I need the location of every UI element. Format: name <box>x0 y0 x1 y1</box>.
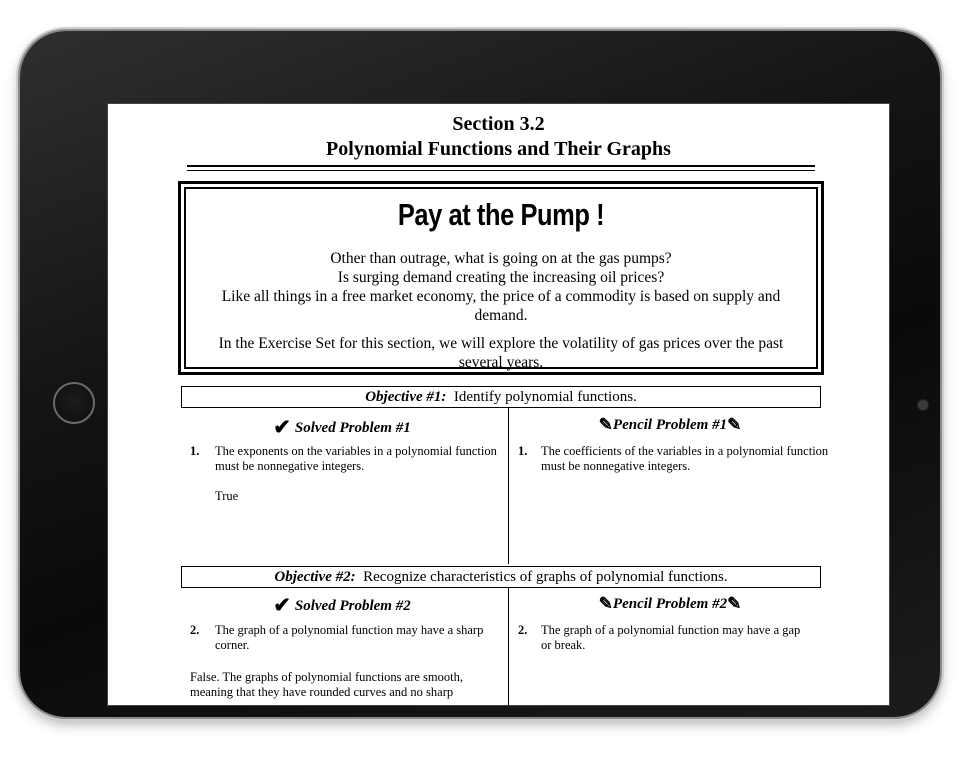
tablet-frame <box>20 31 940 717</box>
pencil-problem-1-number: 1. <box>518 444 528 458</box>
solved-problem-1-title: Solved Problem #1 <box>294 420 411 436</box>
intro-line: Other than outrage, what is going on at the gas pumps? <box>330 250 672 267</box>
title-rule-thin <box>187 170 815 171</box>
column-divider <box>508 408 509 564</box>
home-button[interactable] <box>53 382 95 424</box>
pencil-problem-2-text: The graph of a polynomial function may have a gap or break. <box>541 623 801 652</box>
checkmark-icon: ✔ <box>273 415 291 439</box>
intro-box <box>178 181 824 375</box>
pencil-problem-1-heading <box>510 415 830 435</box>
pencil-problem-2-number: 2. <box>518 623 528 637</box>
pencil-icon: ✎ <box>598 594 613 613</box>
solved-problem-1-text: The exponents on the variables in a polynomial function must be nonnegative integers. <box>215 444 497 473</box>
checkmark-icon: ✔ <box>273 593 291 617</box>
intro-line: Is surging demand creating the increasing oil prices? <box>337 269 665 286</box>
document-page[interactable] <box>107 103 890 706</box>
pencil-problem-2-heading <box>510 594 830 614</box>
objective-2-bar <box>181 566 821 588</box>
solved-problem-1-number: 1. <box>190 444 200 458</box>
objective-1-text: Identify polynomial functions. <box>453 389 637 405</box>
pencil-problem-1-text: The coefficients of the variables in a polynomial function must be nonnegative integers. <box>541 444 829 473</box>
solved-problem-1-heading <box>182 415 502 440</box>
objective-1-label: Objective #1: <box>365 389 447 405</box>
solved-problem-2-heading <box>182 593 502 618</box>
section-title: Polynomial Functions and Their Graphs <box>326 138 671 160</box>
intro-line: Like all things in a free market economy, the price of a commodity is based on supply and <box>221 288 781 305</box>
intro-title: Pay at the Pump ! <box>397 197 605 232</box>
camera-dot <box>917 399 929 411</box>
solved-problem-2-title: Solved Problem #2 <box>294 598 411 614</box>
objective-2-text: Recognize characteristics of graphs of polynomial functions. <box>363 569 728 585</box>
intro-line: several years. <box>458 354 544 371</box>
solved-problem-2-text: The graph of a polynomial function may have a sharp corner. <box>215 623 484 652</box>
section-number: Section 3.2 <box>452 113 545 135</box>
objective-1-bar <box>181 386 821 408</box>
title-rule <box>187 165 815 167</box>
intro-line: demand. <box>474 307 528 324</box>
pencil-icon: ✎ <box>598 415 613 434</box>
pencil-problem-2-title: Pencil Problem #2 <box>612 596 728 612</box>
pencil-problem-1-title: Pencil Problem #1 <box>612 417 728 433</box>
solved-problem-2-answer-line: False. The graphs of polynomial functions are smooth, <box>190 670 463 684</box>
column-divider <box>508 588 509 706</box>
pencil-icon: ✎ <box>727 415 742 434</box>
solved-problem-2-number: 2. <box>190 623 200 637</box>
objective-2-label: Objective #2: <box>274 569 356 585</box>
pencil-icon: ✎ <box>727 594 742 613</box>
intro-line: In the Exercise Set for this section, we will explore the volatility of gas prices over the past <box>218 335 784 352</box>
solved-problem-1-answer: True <box>215 489 239 503</box>
solved-problem-2-answer-line: meaning that they have rounded curves and no sharp <box>190 685 454 699</box>
